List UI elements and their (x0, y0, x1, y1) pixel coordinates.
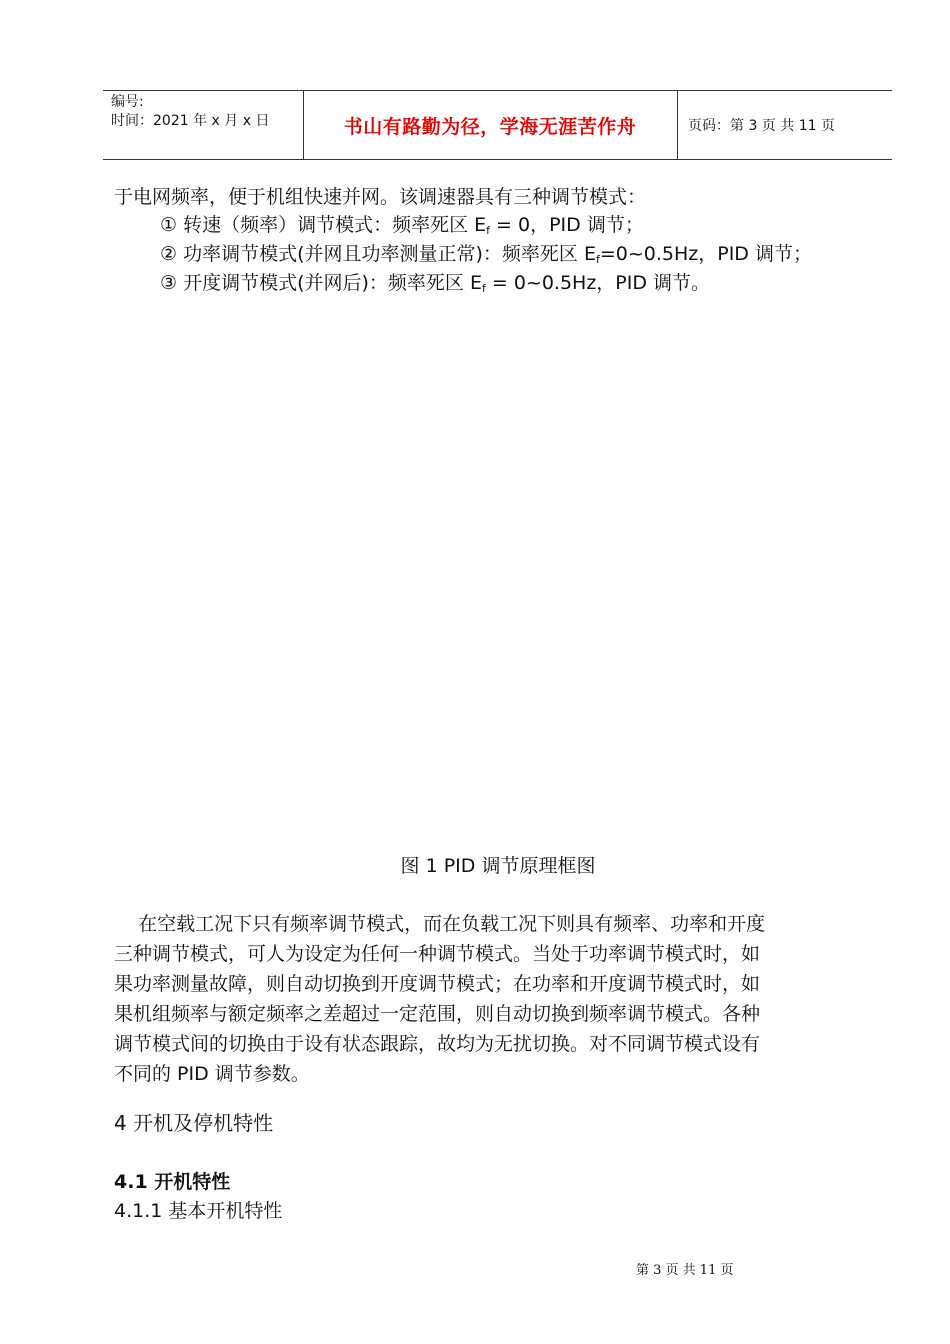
mode-1-subscript: f (486, 224, 490, 237)
paragraph-line: 不同的 PID 调节参数。 (114, 1063, 310, 1085)
section-heading-4-1-1: 4.1.1 基本开机特性 (114, 1200, 283, 1222)
mode-2-subscript: f (595, 253, 600, 266)
paragraph-line: 三种调节模式，可人为设定为任何一种调节模式。当处于功率调节模式时，如 (114, 943, 761, 965)
document-time-label: 时间：2021 年 x 月 x 日 (111, 113, 270, 129)
header-motto-cell (303, 91, 678, 159)
paragraph-line: 在空载工况下只有频率调节模式，而在负载工况下则具有频率、功率和开度 (114, 913, 766, 935)
figure-caption: 图 1 PID 调节原理框图 (400, 855, 596, 877)
document-number-label: 编号: (111, 94, 144, 110)
paragraph-line: 调节模式间的切换由于设有状态跟踪，故均为无扰切换。对不同调节模式设有 (114, 1033, 761, 1055)
header-motto: 书山有路勤为径，学海无涯苦作舟 (343, 115, 637, 138)
intro-line: 于电网频率，便于机组快速并网。该调速器具有三种调节模式： (114, 186, 647, 208)
page-footer: 第 3 页 共 11 页 (636, 1263, 734, 1278)
mode-1-suffix: = 0，PID 调节； (490, 214, 644, 236)
section-heading-4-1: 4.1 开机特性 (114, 1171, 231, 1193)
header-page-info: 页码：第 3 页 共 11 页 (688, 118, 835, 134)
page-header (103, 90, 892, 160)
mode-1-line (160, 211, 644, 239)
header-page-cell (678, 91, 892, 159)
header-meta-cell (103, 91, 304, 159)
section-heading-4: 4 开机及停机特性 (114, 1111, 274, 1135)
mode-3-subscript: f (481, 282, 486, 295)
mode-1-prefix: ① 转速（频率）调节模式：频率死区 E (160, 214, 487, 236)
mode-2-line (160, 240, 812, 268)
mode-2-suffix: =0~0.5Hz，PID 调节； (599, 243, 812, 265)
paragraph-line: 果功率测量故障，则自动切换到开度调节模式；在功率和开度调节模式时，如 (114, 973, 761, 995)
mode-2-prefix: ② 功率调节模式(并网且功率测量正常)：频率死区 E (160, 243, 596, 265)
mode-3-line (160, 269, 710, 297)
mode-3-prefix: ③ 开度调节模式(并网后)：频率死区 E (160, 272, 482, 294)
mode-3-suffix: = 0~0.5Hz，PID 调节。 (485, 272, 711, 294)
paragraph-line: 果机组频率与额定频率之差超过一定范围，则自动切换到频率调节模式。各种 (114, 1003, 761, 1025)
body-paragraph (114, 909, 884, 1089)
